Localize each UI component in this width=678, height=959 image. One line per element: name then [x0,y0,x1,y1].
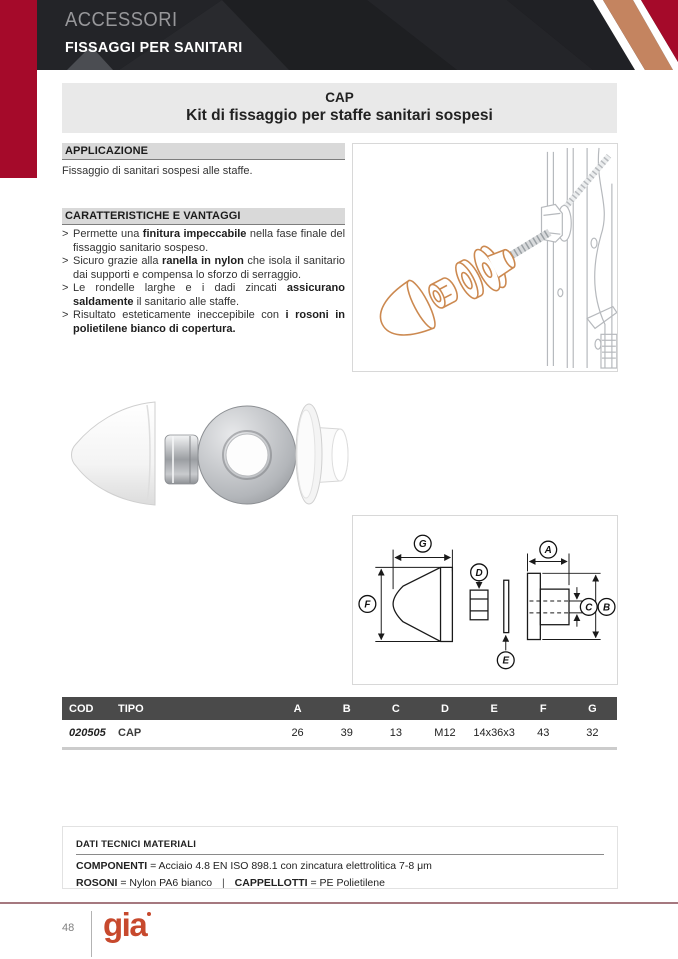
materials-rosoni-line: ROSONI = Nylon PA6 bianco | CAPPELLOTTI = PE Polietilene [76,877,385,889]
features-heading: CARATTERISTICHE E VANTAGGI [62,208,345,225]
dimensions-table [62,697,617,750]
cell-cod: 020505 [69,726,106,739]
header-text [65,9,252,56]
product-photo-image [58,392,350,516]
bullet-marker: > [62,255,69,267]
installation-drawing-box [352,143,618,372]
materials-rule [76,854,604,855]
cell-g: 32 [586,726,599,739]
dim-label-E: E [502,655,510,667]
cell-d: M12 [434,726,456,739]
col-a: A [293,702,302,715]
dimension-diagram [353,516,617,684]
cell-tipo: CAP [118,726,142,739]
logo-trademark-dot [147,912,151,916]
bullet-marker: > [62,309,69,321]
col-tipo: TIPO [118,702,144,715]
brand-logo: gia [103,906,151,944]
feature-item: > Le rondelle larghe e i dadi zincati assicurano saldamente il sanitario alle staffe. [62,282,345,308]
feature-item: > Sicuro grazie alla ranella in nylon che isola il sanitario dai supporti e compensa lo sforzo di serraggio. [62,255,345,281]
application-text: Fissaggio di sanitari sospesi alle staffe. [62,165,253,177]
col-e: E [490,702,498,715]
dim-label-A: A [544,545,552,557]
table-row [62,720,617,745]
col-g: G [588,702,597,715]
cell-a: 26 [291,726,304,739]
page-number: 48 [62,922,75,934]
product-subtitle: Kit di fissaggio per staffe sanitari sospesi [186,107,493,124]
category-title: ACCESSORI [65,9,178,31]
features-list [62,228,345,336]
application-heading: APPLICAZIONE [62,143,345,160]
col-d: D [441,702,449,715]
bullet-marker: > [62,282,69,294]
page-header [37,0,678,70]
cell-e: 14x36x3 [473,726,515,739]
dim-label-C: C [585,602,593,614]
col-f: F [539,702,547,715]
col-b: B [342,702,351,715]
product-title-bar [62,83,617,133]
materials-components-line: COMPONENTI = Acciaio 4.8 EN ISO 898.1 con zincatura elettrolitica 7-8 μm [76,860,432,872]
product-name: CAP [325,90,354,105]
dim-label-G: G [418,539,427,551]
footer-rule [0,902,678,904]
installation-drawing [353,144,617,371]
product-photo [58,392,350,516]
cell-c: 13 [389,726,402,739]
bullet-marker: > [62,228,69,240]
cell-b: 39 [340,726,353,739]
footer-separator [91,911,92,957]
materials-separator: | [222,877,225,889]
col-c: C [391,702,400,715]
materials-heading: DATI TECNICI MATERIALI [76,839,197,850]
application-section [62,143,345,179]
materials-section [62,826,618,889]
table-header-row [62,697,617,720]
accent-side-bar [0,0,37,178]
cell-f: 43 [537,726,550,739]
dimension-diagram-box [352,515,618,685]
subcategory-title: FISSAGGI PER SANITARI [65,39,243,56]
feature-item: > Risultato esteticamente ineccepibile con i rosoni in polietilene bianco di copertura. [62,309,345,335]
col-cod: COD [69,702,94,715]
feature-item: > Permette una finitura impeccabile nella fase finale del fissaggio sanitario sospeso. [62,228,346,254]
dim-label-F: F [364,599,371,611]
dim-label-D: D [475,567,483,579]
features-section [62,208,345,336]
dim-label-B: B [602,602,611,614]
